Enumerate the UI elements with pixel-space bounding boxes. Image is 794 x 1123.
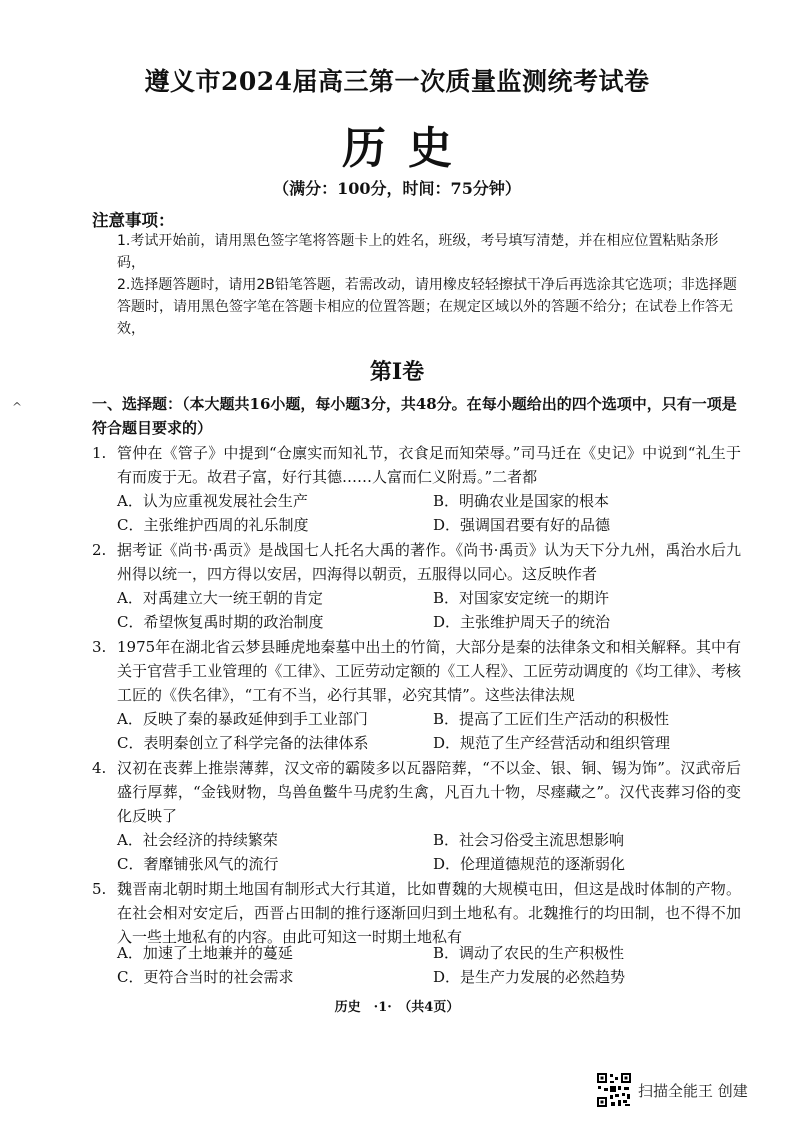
section-title: 第Ⅰ卷 (369, 359, 425, 385)
option-d: D．是生产力发展的必然趋势 (433, 968, 626, 986)
question-stem: 1975年在湖北省云梦县睡虎地秦墓中出土的竹简，大部分是秦的法律条文和相关解释。其中有关于官营手工业管理的《工律》、工匠劳动定额的《工人程》、工匠劳动调度的《均工律》、考核工匠的《佚名律》，“工有不当，必行其罪，必究其情”。这些法律法规 (117, 638, 741, 704)
question-number: 5. (92, 880, 107, 898)
option-b: B．调动了农民的生产积极性 (433, 944, 625, 962)
option-b: B．对国家安定统一的期许 (433, 589, 610, 607)
option-b: B．明确农业是国家的根本 (433, 492, 610, 510)
option-a: A．对禹建立大一统王朝的肯定 (117, 589, 323, 607)
option-a: A．加速了土地兼并的蔓延 (117, 944, 293, 962)
option-d: D．规范了生产经营活动和组织管理 (433, 734, 671, 752)
qr-code-icon (596, 1072, 632, 1108)
notice-item-2: 2.选择题答题时，请用2B铅笔答题，若需改动，请用橡皮轻轻擦拭干净后再选涂其它选项；非选择题答题时，请用黑色签字笔在答题卡相应的位置答题；在规定区域以外的答题不给分；在试卷上作答无效， (117, 277, 737, 337)
question-number: 2. (92, 541, 107, 559)
option-c: C．主张维护西周的礼乐制度 (117, 516, 309, 534)
page-footer: 历史 ·1· （共4页） (334, 1000, 460, 1015)
scanner-watermark (596, 1072, 748, 1108)
option-c: C．表明秦创立了科学完备的法律体系 (117, 734, 369, 752)
option-d: D．强调国君要有好的品德 (433, 516, 611, 534)
option-d: D．伦理道德规范的逐渐弱化 (433, 855, 626, 873)
option-a: A．社会经济的持续繁荣 (117, 831, 278, 849)
question-number: 3. (92, 638, 107, 656)
option-b: B．社会习俗受主流思想影响 (433, 831, 625, 849)
notice-item-1: 1.考试开始前，请用黑色签字笔将答题卡上的姓名，班级，考号填写清楚，并在相应位置粘贴条形码， (117, 233, 719, 271)
question-stem: 管仲在《管子》中提到“仓廪实而知礼节，衣食足而知荣辱。”司马迁在《史记》中说到“礼生于有而废于无。故君子富，好行其德……人富而仁义附焉。”二者都 (117, 444, 741, 486)
question-stem: 汉初在丧葬上推崇薄葬，汉文帝的霸陵多以瓦器陪葬，“不以金、银、铜、锡为饰”。汉武帝后盛行厚葬，“金钱财物，鸟兽鱼鳖牛马虎豹生禽，凡百九十物，尽瘗藏之”。汉代丧葬习俗的变化反映了 (117, 759, 741, 825)
option-c: C．奢靡铺张风气的流行 (117, 855, 279, 873)
question-stem: 据考证《尚书·禹贡》是战国七人托名大禹的著作。《尚书·禹贡》认为天下分九州，禹治水后九州得以统一，四方得以安居，四海得以朝贡，五服得以同心。这反映作者 (117, 541, 741, 583)
part-heading: 一、选择题：（本大题共16小题，每小题3分，共48分。在每小题给出的四个选项中，只有一项是符合题目要求的） (92, 395, 737, 437)
question-number: 1. (92, 444, 107, 462)
notice-title: 注意事项： (92, 211, 175, 230)
subject-title: 历史 (342, 123, 474, 174)
option-d: D．主张维护周天子的统治 (433, 613, 611, 631)
score-time-info: （满分：100分，时间：75分钟） (273, 179, 521, 198)
question-number: 4. (92, 759, 107, 777)
question-stem: 魏晋南北朝时期土地国有制形式大行其道，比如曹魏的大规模屯田，但这是战时体制的产物。在社会相对安定后，西晋占田制的推行逐渐回归到土地私有。北魏推行的均田制，也不得不加入一些土地私有的内容。由此可知这一时期土地私有 (117, 880, 741, 946)
option-a: A．认为应重视发展社会生产 (117, 492, 308, 510)
margin-mark: ^ (12, 400, 23, 414)
exam-title: 遵义市2024届高三第一次质量监测统考试卷 (144, 67, 650, 96)
option-c: C．希望恢复禹时期的政治制度 (117, 613, 324, 631)
watermark-text: 扫描全能王 创建 (638, 1081, 748, 1100)
option-b: B．提高了工匠们生产活动的积极性 (433, 710, 670, 728)
option-c: C．更符合当时的社会需求 (117, 968, 294, 986)
option-a: A．反映了秦的暴政延伸到手工业部门 (117, 710, 368, 728)
